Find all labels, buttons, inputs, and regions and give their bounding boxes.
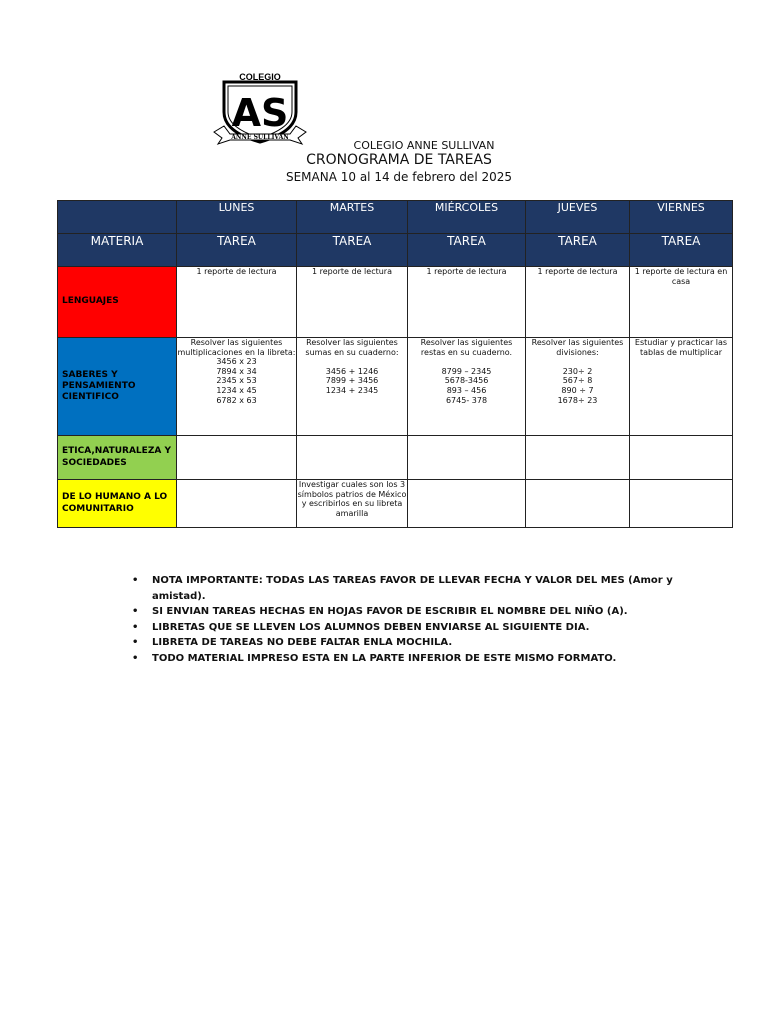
tarea-header-row xyxy=(58,234,733,267)
tarea-header: TAREA xyxy=(297,234,408,267)
homework-schedule-table xyxy=(57,200,733,528)
day-header-row xyxy=(58,201,733,234)
note-item: • LIBRETA DE TAREAS NO DEBE FALTAR ENLA MOCHILA. xyxy=(130,635,690,651)
subject-row-humano xyxy=(58,480,733,528)
task-cell: Resolver las siguientes sumas en su cuaderno: 3456 + 1246 7899 + 3456 1234 + 2345 xyxy=(297,338,408,436)
task-cell xyxy=(408,480,526,528)
day-header: JUEVES xyxy=(526,201,630,234)
note-item: • TODO MATERIAL IMPRESO ESTA EN LA PARTE INFERIOR DE ESTE MISMO FORMATO. xyxy=(130,651,690,667)
materia-header: MATERIA xyxy=(58,234,177,267)
note-item: • LIBRETAS QUE SE LLEVEN LOS ALUMNOS DEBEN ENVIARSE AL SIGUIENTE DIA. xyxy=(130,620,690,636)
task-cell: 1 reporte de lectura xyxy=(526,267,630,338)
task-cell xyxy=(526,436,630,480)
task-cell xyxy=(297,436,408,480)
task-cell: Resolver las siguientes restas en su cuaderno. 8799 – 2345 5678-3456 893 – 456 6745- 378 xyxy=(408,338,526,436)
subject-cell: ETICA,NATURALEZA Y SOCIEDADES xyxy=(58,436,177,480)
day-header: MARTES xyxy=(297,201,408,234)
subject-cell: DE LO HUMANO A LO COMUNITARIO xyxy=(58,480,177,528)
subject-cell: SABERES Y PENSAMIENTO CIENTIFICO xyxy=(58,338,177,436)
task-cell xyxy=(408,436,526,480)
note-item: • SI ENVIAN TAREAS HECHAS EN HOJAS FAVOR DE ESCRIBIR EL NOMBRE DEL NIÑO (A). xyxy=(130,604,690,620)
task-cell xyxy=(630,436,733,480)
task-cell: 1 reporte de lectura xyxy=(297,267,408,338)
week-range: SEMANA 10 al 14 de febrero del 2025 xyxy=(285,170,513,184)
tarea-header: TAREA xyxy=(630,234,733,267)
tarea-header: TAREA xyxy=(526,234,630,267)
task-cell: Resolver las siguientes divisiones: 230÷ 2 567÷ 8 890 ÷ 7 1678÷ 23 xyxy=(526,338,630,436)
svg-text:ANNE SULLIVAN: ANNE SULLIVAN xyxy=(231,134,289,141)
svg-text:AS: AS xyxy=(231,91,289,135)
task-cell xyxy=(630,480,733,528)
task-cell: Estudiar y practicar las tablas de multiplicar xyxy=(630,338,733,436)
subject-row-lenguajes xyxy=(58,267,733,338)
subject-row-etica xyxy=(58,436,733,480)
task-cell xyxy=(177,436,297,480)
task-cell xyxy=(177,480,297,528)
subject-row-saberes xyxy=(58,338,733,436)
corner-cell xyxy=(58,201,177,234)
note-item: • NOTA IMPORTANTE: TODAS LAS TAREAS FAVOR DE LLEVAR FECHA Y VALOR DEL MES (Amor y amistad). xyxy=(130,573,690,604)
task-cell: Resolver las siguientes multiplicaciones en la libreta: 3456 x 23 7894 x 34 2345 x 53 1234 x 45 6782 x 63 xyxy=(177,338,297,436)
notes-list xyxy=(130,573,690,666)
task-cell: Investigar cuales son los 3 símbolos patrios de México y escribirlos en su libreta amarilla xyxy=(297,480,408,528)
day-header: MIÉRCOLES xyxy=(408,201,526,234)
task-cell: 1 reporte de lectura en casa xyxy=(630,267,733,338)
subject-cell: LENGUAJES xyxy=(58,267,177,338)
svg-text:COLEGIO: COLEGIO xyxy=(239,72,281,82)
day-header: VIERNES xyxy=(630,201,733,234)
day-header: LUNES xyxy=(177,201,297,234)
task-cell: 1 reporte de lectura xyxy=(177,267,297,338)
task-cell xyxy=(526,480,630,528)
school-name: COLEGIO ANNE SULLIVAN xyxy=(353,139,495,152)
tarea-header: TAREA xyxy=(177,234,297,267)
school-logo xyxy=(210,68,310,148)
task-cell: 1 reporte de lectura xyxy=(408,267,526,338)
document-title: CRONOGRAMA DE TAREAS xyxy=(306,152,492,168)
tarea-header: TAREA xyxy=(408,234,526,267)
